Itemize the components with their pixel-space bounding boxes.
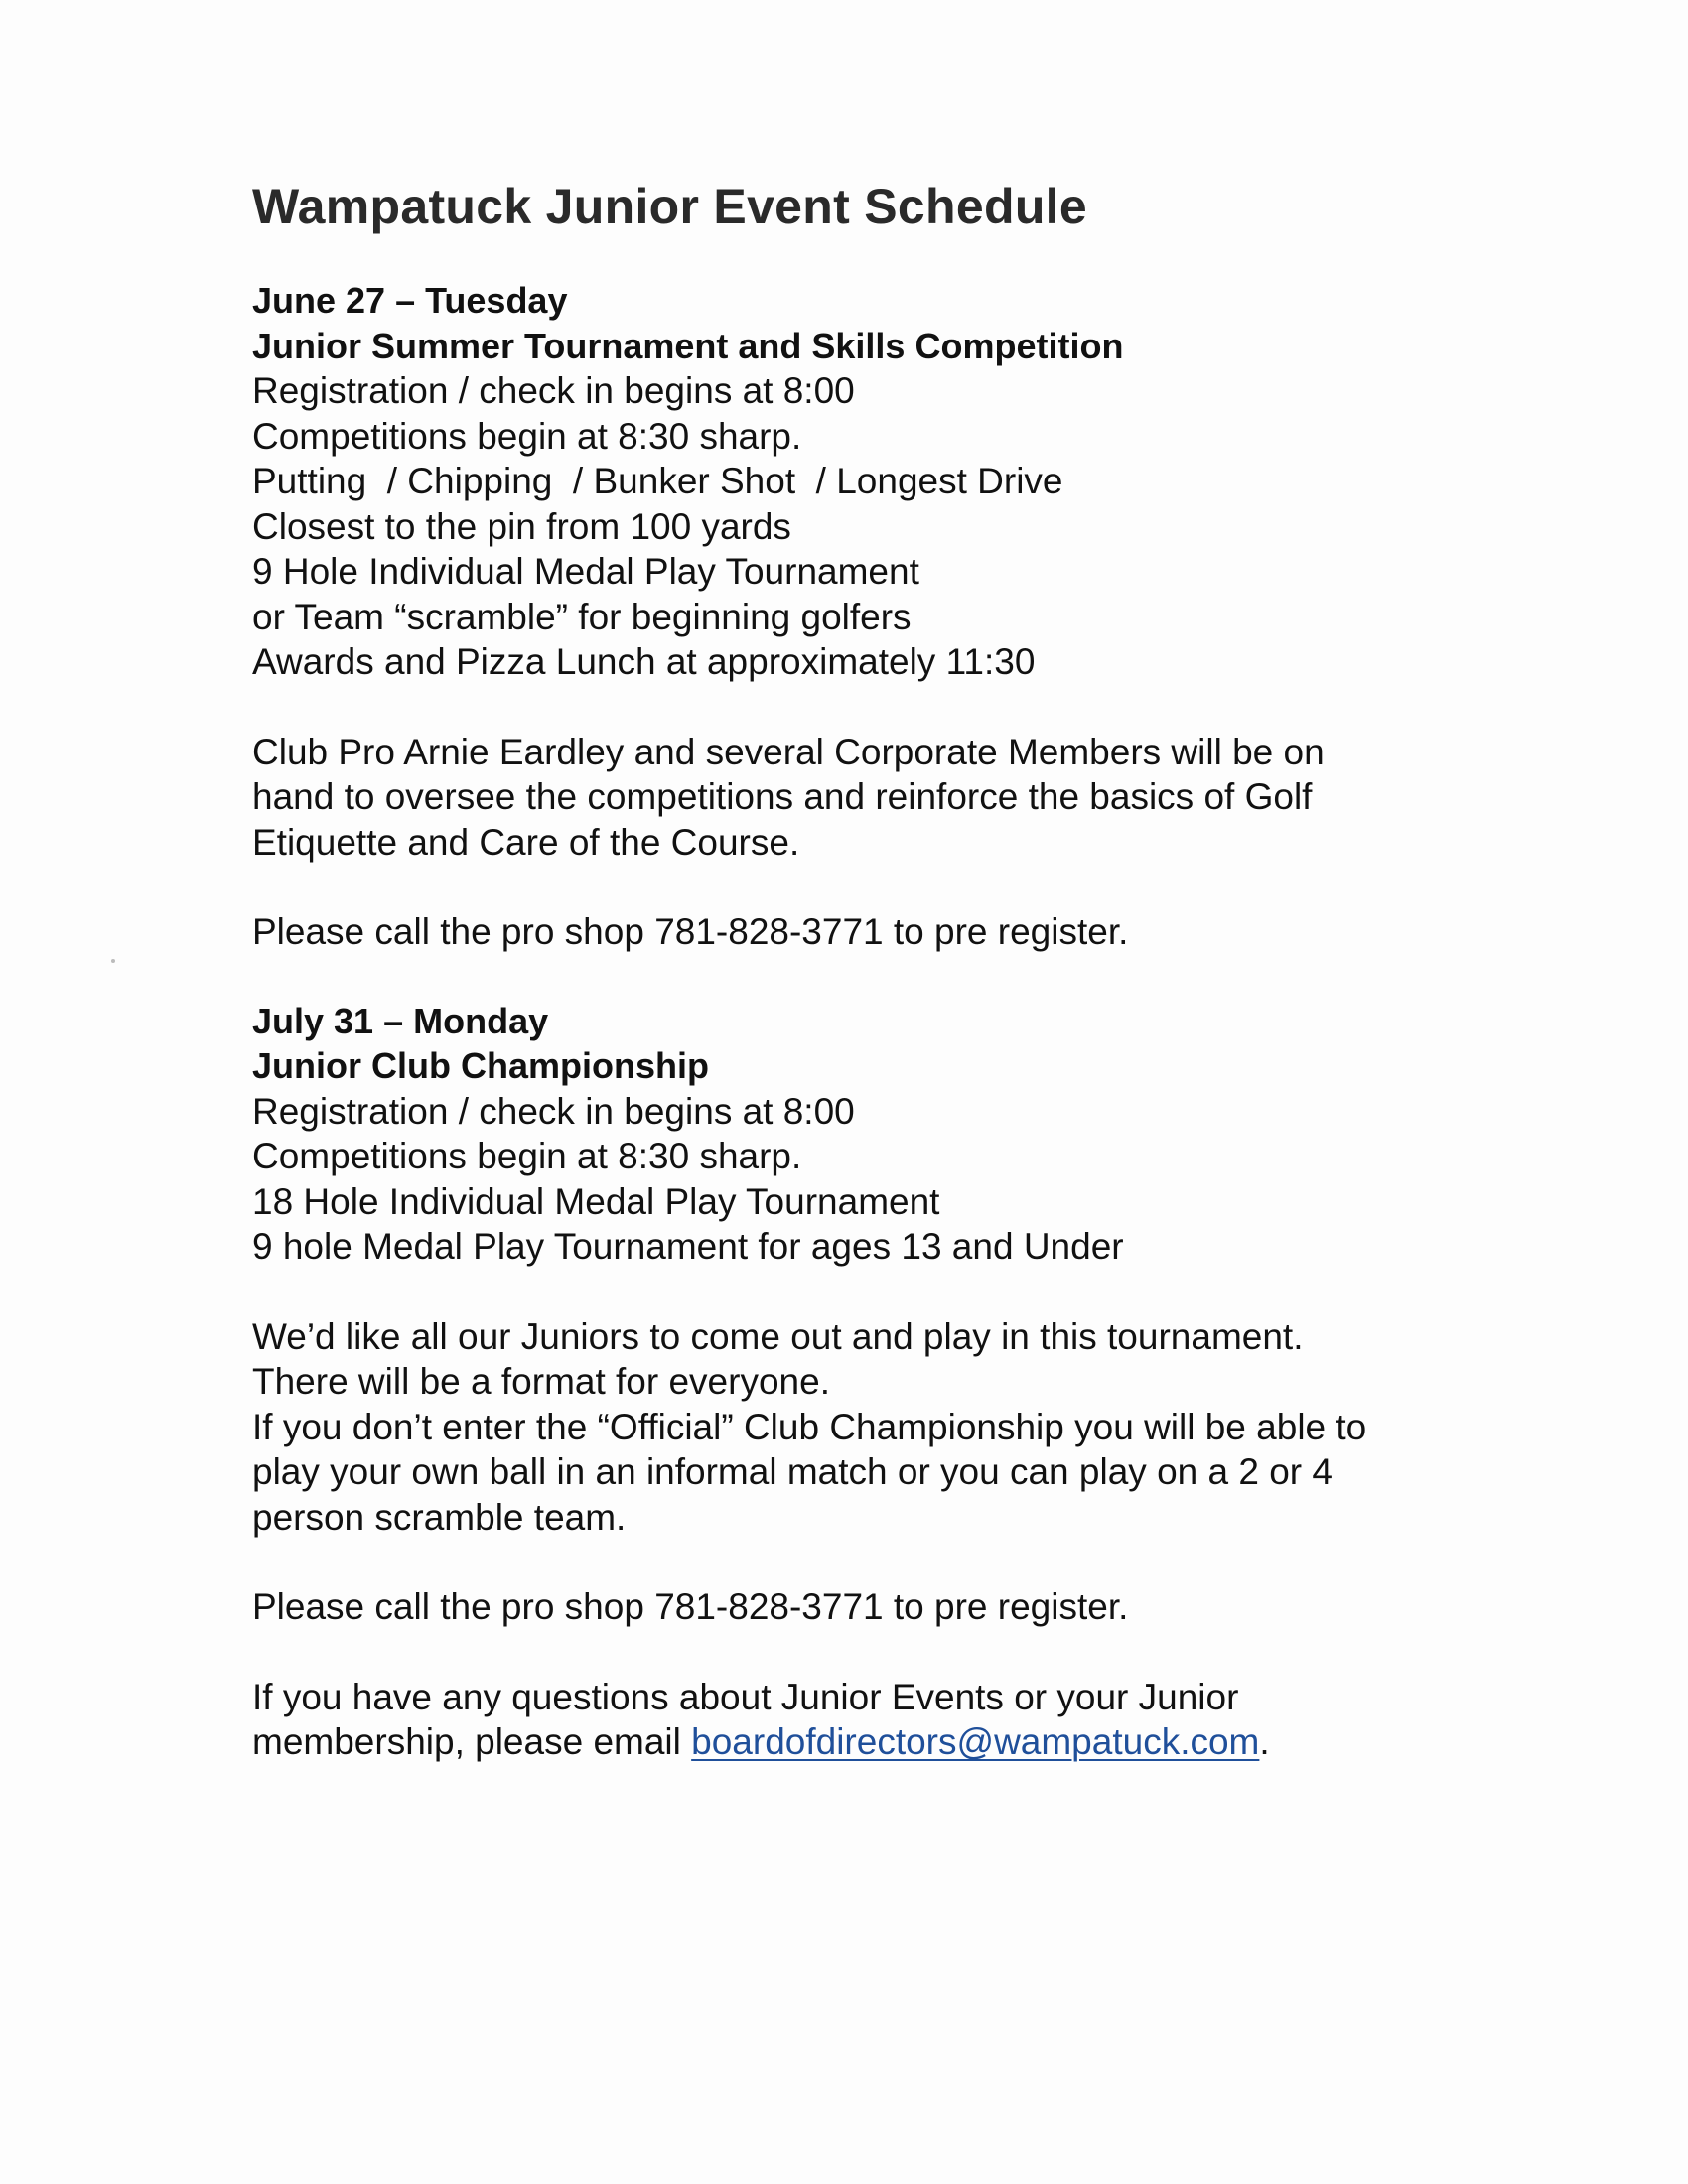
paragraph-line: person scramble team. — [252, 1496, 627, 1538]
spacer — [252, 1540, 1523, 1584]
event-detail-line: Competitions begin at 8:30 sharp. — [252, 415, 802, 457]
paragraph-line: There will be a format for everyone. — [252, 1361, 830, 1402]
page-title: Wampatuck Junior Event Schedule — [252, 179, 1087, 234]
spacer — [252, 685, 1523, 730]
pre-register-note: Please call the pro shop 781-828-3771 to pre register. — [252, 911, 1129, 952]
paragraph-line: hand to oversee the competitions and reinforce the basics of Golf — [252, 776, 1313, 817]
event-detail-line: Registration / check in begins at 8:00 — [252, 370, 855, 411]
spacer — [252, 1270, 1523, 1314]
spacer — [252, 865, 1523, 909]
closing-prefix: membership, please email — [252, 1721, 692, 1762]
paragraph-line: Etiquette and Care of the Course. — [252, 821, 800, 863]
event-date: June 27 – Tuesday — [252, 280, 568, 321]
event-detail-line: 9 Hole Individual Medal Play Tournament — [252, 551, 919, 592]
closing-suffix: . — [1259, 1721, 1270, 1762]
event-detail-line: Closest to the pin from 100 yards — [252, 505, 791, 547]
pre-register-note: Please call the pro shop 781-828-3771 to pre register. — [252, 1586, 1129, 1627]
event-section-july — [252, 999, 1523, 1630]
event-name: Junior Club Championship — [252, 1045, 709, 1086]
spacer — [252, 955, 1523, 999]
document-body — [252, 177, 1523, 1765]
event-detail-line: Competitions begin at 8:30 sharp. — [252, 1136, 802, 1176]
event-date: July 31 – Monday — [252, 1000, 549, 1041]
event-detail-line: Registration / check in begins at 8:00 — [252, 1090, 855, 1132]
paragraph-line: play your own ball in an informal match or you can play on a 2 or 4 — [252, 1451, 1333, 1492]
event-detail-line: Putting / Chipping / Bunker Shot / Longest Drive — [252, 461, 1063, 501]
closing-line: If you have any questions about Junior Events or your Junior — [252, 1676, 1239, 1717]
paragraph-line: We’d like all our Juniors to come out and play in this tournament. — [252, 1315, 1304, 1357]
event-detail-line: Awards and Pizza Lunch at approximately 11:30 — [252, 641, 1036, 682]
spacer — [252, 1630, 1523, 1675]
scan-speck — [111, 959, 115, 963]
closing-line — [252, 1719, 1523, 1765]
email-link[interactable]: boardofdirectors@wampatuck.com — [691, 1721, 1260, 1762]
event-detail-line: or Team “scramble” for beginning golfers — [252, 596, 912, 637]
event-detail-line: 18 Hole Individual Medal Play Tournament — [252, 1180, 940, 1222]
event-detail-line: 9 hole Medal Play Tournament for ages 13 and Under — [252, 1226, 1124, 1267]
event-name: Junior Summer Tournament and Skills Competition — [252, 325, 1124, 366]
paragraph-line: If you don’t enter the “Official” Club Championship you will be able to — [252, 1406, 1367, 1447]
closing-section — [252, 1675, 1523, 1765]
paragraph-line: Club Pro Arnie Eardley and several Corporate Members will be on — [252, 731, 1325, 772]
event-section-june — [252, 278, 1523, 955]
